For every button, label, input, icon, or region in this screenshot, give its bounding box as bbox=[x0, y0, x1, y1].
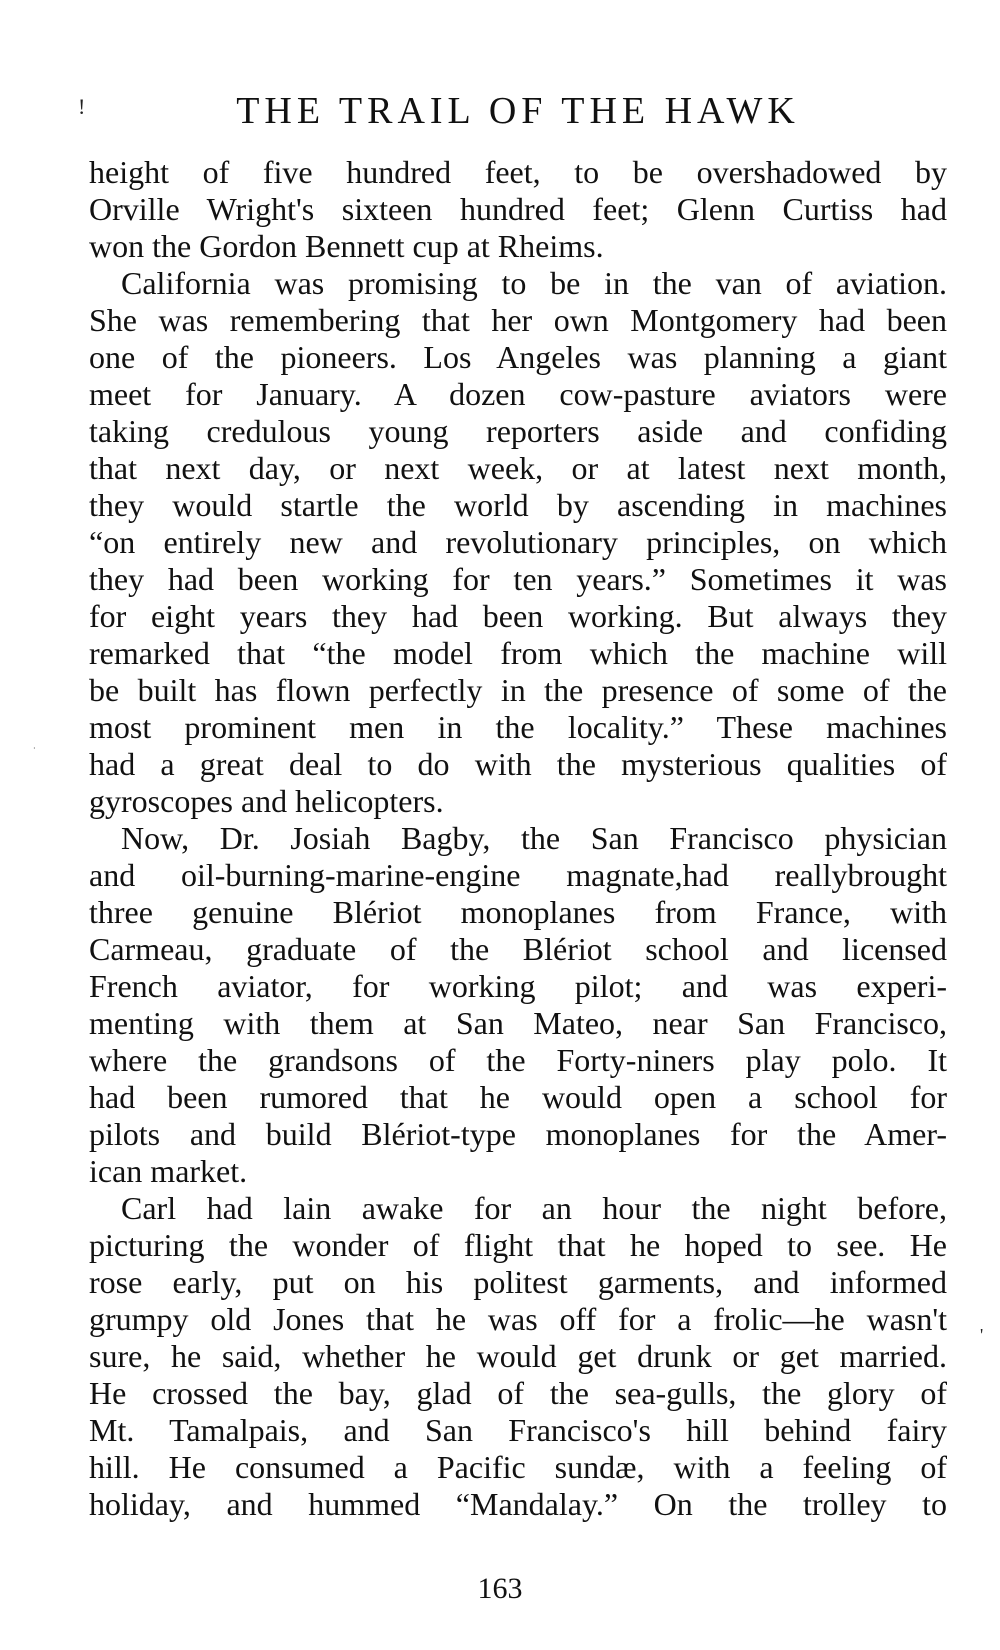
body-text bbox=[89, 154, 947, 1523]
text-line: that next day, or next week, or at latest next month, bbox=[89, 450, 947, 486]
margin-mark-dot: · bbox=[33, 744, 36, 753]
text-line: California was promising to be in the van of aviation. bbox=[121, 265, 947, 301]
text-line: pilots and build Blériot-type monoplanes for the Amer- bbox=[89, 1116, 947, 1152]
text-line: “on entirely new and revolutionary principles, on which bbox=[89, 524, 947, 560]
text-line: three genuine Blériot monoplanes from France, with bbox=[89, 894, 947, 930]
text-line: gyroscopes and helicopters. bbox=[89, 783, 444, 819]
text-line: be built has flown perfectly in the presence of some of the bbox=[89, 672, 947, 708]
text-line: French aviator, for working pilot; and was experi- bbox=[89, 968, 947, 1004]
running-title: THE TRAIL OF THE HAWK bbox=[236, 90, 800, 132]
text-line: ican market. bbox=[89, 1153, 248, 1189]
margin-mark-right: ' bbox=[980, 1325, 984, 1345]
text-line: they had been working for ten years.” Sometimes it was bbox=[89, 561, 947, 597]
text-line: Mt. Tamalpais, and San Francisco's hill behind fairy bbox=[89, 1412, 947, 1448]
text-line: Carmeau, graduate of the Blériot school and licensed bbox=[89, 931, 947, 967]
text-line: Orville Wright's sixteen hundred feet; Glenn Curtiss had bbox=[89, 191, 947, 227]
text-line: taking credulous young reporters aside and confiding bbox=[89, 413, 947, 449]
text-line: holiday, and hummed “Mandalay.” On the trolley to bbox=[89, 1486, 947, 1522]
text-line: grumpy old Jones that he was off for a frolic—he wasn't bbox=[89, 1301, 947, 1337]
text-line: picturing the wonder of flight that he hoped to see. He bbox=[89, 1227, 947, 1263]
text-line: had been rumored that he would open a school for bbox=[89, 1079, 947, 1115]
text-line: most prominent men in the locality.” These machines bbox=[89, 709, 947, 745]
text-line: Now, Dr. Josiah Bagby, the San Francisco physician bbox=[121, 820, 947, 856]
text-line: hill. He consumed a Pacific sundæ, with a feeling of bbox=[89, 1449, 947, 1485]
text-line: had a great deal to do with the mysterious qualities of bbox=[89, 746, 947, 782]
text-line: where the grandsons of the Forty-niners play polo. It bbox=[89, 1042, 947, 1078]
text-line: sure, he said, whether he would get drunk or get married. bbox=[89, 1338, 947, 1374]
text-line: one of the pioneers. Los Angeles was planning a giant bbox=[89, 339, 947, 375]
text-line: rose early, put on his politest garments, and informed bbox=[89, 1264, 947, 1300]
margin-mark-left: ! bbox=[78, 94, 86, 119]
page-number: 163 bbox=[477, 1572, 523, 1605]
text-line: Carl had lain awake for an hour the night before, bbox=[121, 1190, 947, 1226]
text-line: remarked that “the model from which the machine will bbox=[89, 635, 947, 671]
text-line: menting with them at San Mateo, near San Francisco, bbox=[89, 1005, 947, 1041]
text-line: won the Gordon Bennett cup at Rheims. bbox=[89, 228, 604, 264]
text-line: She was remembering that her own Montgomery had been bbox=[89, 302, 947, 338]
text-line: for eight years they had been working. But always they bbox=[89, 598, 947, 634]
text-line: height of five hundred feet, to be overshadowed by bbox=[89, 154, 947, 190]
text-line: He crossed the bay, glad of the sea-gulls, the glory of bbox=[89, 1375, 947, 1411]
text-line: and oil-burning-marine-engine magnate,had reallybrought bbox=[89, 857, 947, 893]
text-line: meet for January. A dozen cow-pasture aviators were bbox=[89, 376, 947, 412]
text-line: they would startle the world by ascending in machines bbox=[89, 487, 947, 523]
